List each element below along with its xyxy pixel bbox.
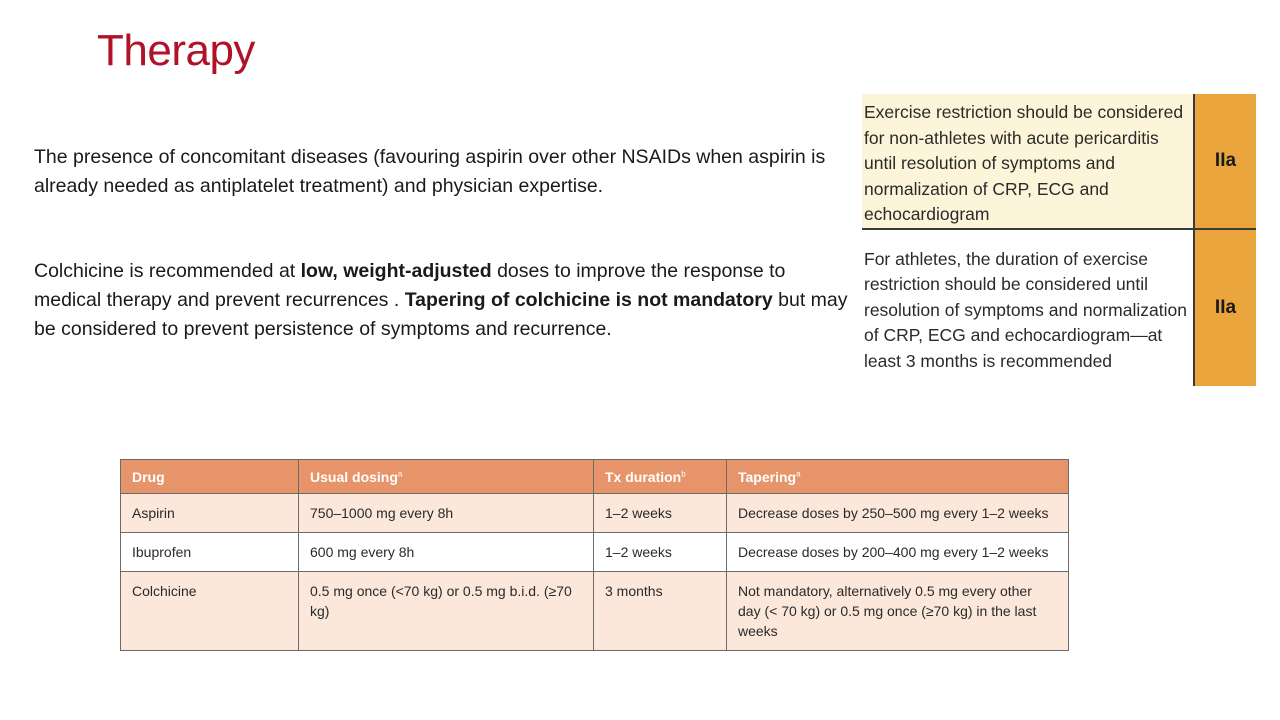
- cell-drug: Aspirin: [121, 494, 299, 533]
- recommendation-row: [862, 229, 1256, 386]
- cell-tapering: Decrease doses by 250–500 mg every 1–2 weeks: [727, 494, 1069, 533]
- cell-tapering: Decrease doses by 200–400 mg every 1–2 weeks: [727, 533, 1069, 572]
- slide-title: Therapy: [97, 26, 255, 75]
- recommendation-table: [862, 94, 1256, 386]
- header-footnote-marker: a: [397, 468, 403, 478]
- cell-tapering: Not mandatory, alternatively 0.5 mg every other day (< 70 kg) or 0.5 mg once (≥70 kg) in the last weeks: [727, 572, 1069, 651]
- header-label: Tapering: [738, 468, 797, 485]
- paragraph-text: doses to improve the response to medical therapy and prevent recurrences .: [34, 260, 786, 311]
- table-row: [121, 533, 1069, 572]
- cell-duration: 1–2 weeks: [594, 533, 727, 572]
- header-drug: [121, 460, 299, 494]
- table-row: [121, 572, 1069, 651]
- table-row: [121, 494, 1069, 533]
- paragraph-colchicine: [34, 257, 854, 344]
- cell-dosing: 750–1000 mg every 8h: [299, 494, 594, 533]
- recommendation-class-badge: IIa: [1194, 229, 1256, 386]
- paragraph-concomitant-diseases: The presence of concomitant diseases (favouring aspirin over other NSAIDs when aspirin is already needed as antiplatelet treatment) and physician expertise.: [34, 146, 826, 197]
- paragraph-text: but may be considered to prevent persistence of symptoms and recurrence.: [34, 289, 848, 340]
- cell-drug: Ibuprofen: [121, 533, 299, 572]
- header-label: Usual dosing: [310, 468, 398, 485]
- table-header-row: [121, 460, 1069, 494]
- cell-duration: 3 months: [594, 572, 727, 651]
- cell-drug: Colchicine: [121, 572, 299, 651]
- header-footnote-marker: b: [681, 468, 686, 478]
- header-label: Tx duration: [605, 468, 682, 485]
- drug-dosing-table: [120, 459, 1069, 651]
- header-tx-duration: [594, 460, 727, 494]
- paragraph-bold-text: low, weight-adjusted: [300, 260, 492, 282]
- header-footnote-marker: a: [796, 468, 801, 478]
- recommendation-class-badge: IIa: [1194, 94, 1256, 229]
- cell-dosing: 600 mg every 8h: [299, 533, 594, 572]
- header-usual-dosing: [299, 460, 594, 494]
- header-label: Drug: [132, 468, 165, 485]
- recommendation-row: [862, 94, 1256, 229]
- cell-duration: 1–2 weeks: [594, 494, 727, 533]
- cell-dosing: 0.5 mg once (<70 kg) or 0.5 mg b.i.d. (≥70 kg): [299, 572, 594, 651]
- paragraph-bold-text: Tapering of colchicine is not mandatory: [404, 289, 773, 311]
- recommendation-text: For athletes, the duration of exercise restriction should be considered until resolution of symptoms and normalization of CRP, ECG and echocardiogram—at least 3 months is recommended: [862, 229, 1194, 386]
- header-tapering: [727, 460, 1069, 494]
- recommendation-text: Exercise restriction should be considered for non-athletes with acute pericarditis until resolution of symptoms and normalization of CRP, ECG and echocardiogram: [862, 94, 1194, 229]
- paragraph-text: Colchicine is recommended at: [34, 260, 301, 282]
